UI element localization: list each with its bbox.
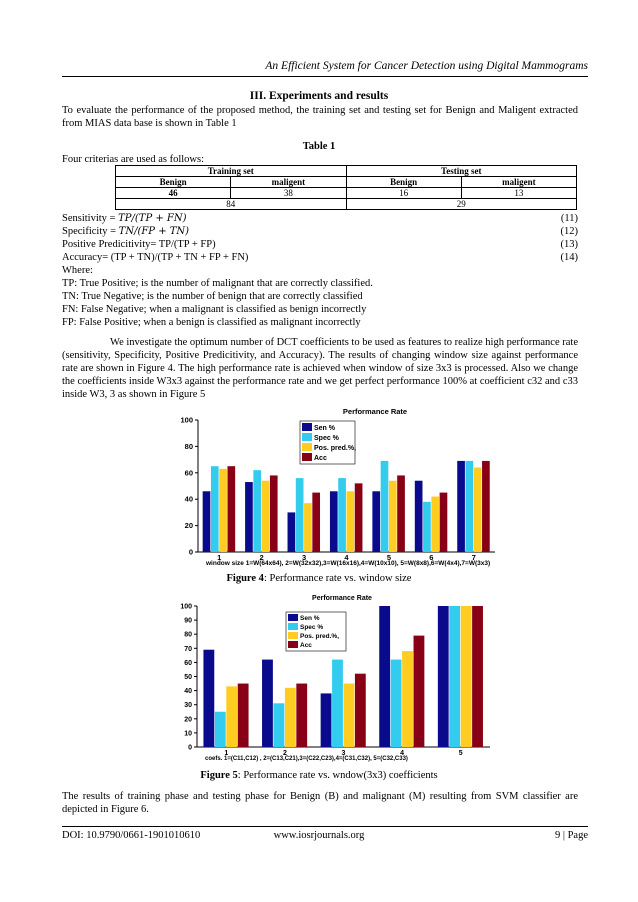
header-rule (62, 76, 588, 77)
figure-5-text: : Performance rate vs. wndow(3x3) coefficients (237, 770, 438, 781)
equation-label: Sensitivity = (62, 213, 119, 224)
bar (203, 491, 211, 552)
y-tick-label: 20 (184, 716, 192, 724)
body-paragraph: We investigate the optimum number of DCT coefficients to be used as features to realize high performance rate (sensitivity, Specificity, Positive Predicitivity, and Accuracy). The results of changing window size against performance rate are shown in Figure 4. The high performance rate is achieved when window of size 3x3 is processed. Also we change the coefficients inside W3x3 against the performance rate and we get perfect performance 100% at coefficient c32 and c33 inside W3, 3 as shown in Figure 5 (62, 337, 578, 400)
x-tick-label: 2 (259, 553, 264, 562)
train-maligent-header: maligent (231, 177, 346, 188)
x-tick-label: 4 (400, 750, 405, 757)
legend-swatch (288, 641, 298, 648)
table-title: Table 1 (302, 141, 336, 152)
x-tick-label: 3 (301, 553, 307, 562)
definition-fp: FP: False Positive; when a benign is classified as malignant incorrectly (62, 317, 361, 328)
equation-number: (11) (560, 213, 578, 224)
bar (203, 650, 214, 747)
bar (457, 461, 465, 552)
bar (226, 686, 237, 747)
bar (296, 478, 304, 552)
y-tick-label: 80 (184, 631, 192, 639)
bar (355, 674, 366, 747)
y-tick-label: 50 (184, 674, 192, 681)
legend-label: Pos. pred.%, (314, 445, 357, 452)
legend-label: Sen % (300, 615, 320, 622)
y-tick-label: 90 (184, 617, 192, 625)
footer-page: 9 | Page (554, 830, 588, 841)
legend-swatch (302, 433, 312, 441)
chart-4-plot (180, 407, 495, 567)
equation-specificity (62, 225, 578, 238)
closing-paragraph: The results of training phase and testing phase for Benign (B) and malignant (M) resulting from SVM classifier are depicted in Figure 6. (62, 791, 578, 815)
bar (304, 503, 312, 552)
legend-label: Acc (300, 642, 312, 649)
x-tick-label: 1 (217, 553, 222, 562)
figure-5-label: Figure 5 (200, 770, 238, 781)
bar (338, 478, 346, 552)
bar (321, 693, 332, 747)
y-tick-label: 30 (184, 702, 192, 710)
legend-swatch (288, 623, 298, 630)
bar (330, 491, 338, 552)
definitions-where: Where: (62, 265, 93, 276)
table-lead: Four criterias are used as follows: (62, 154, 205, 165)
figure-4-caption (0, 573, 638, 584)
legend-swatch (288, 632, 298, 639)
equation-label: Accuracy= (TP + TN)/(TP + TN + FP + FN) (62, 252, 249, 263)
legend-swatch (302, 453, 312, 461)
test-maligent-count: 13 (461, 188, 576, 199)
bar (449, 606, 460, 747)
bar (440, 493, 448, 552)
bar (397, 475, 405, 552)
test-benign-count: 16 (346, 188, 461, 199)
equation-ppv (62, 238, 578, 251)
x-tick-label: 4 (344, 553, 349, 562)
bar (381, 461, 389, 552)
legend-label: Pos. pred.%, (300, 633, 340, 640)
x-tick-label: 6 (429, 553, 434, 562)
definition-tn: TN: True Negative; is the number of benign that are correctly classified (62, 291, 363, 302)
equation-number: (13) (560, 239, 578, 250)
equation-number: (12) (560, 226, 578, 237)
equation-formula: TN/(FP + TN) (118, 226, 190, 237)
bar (482, 461, 490, 552)
y-tick-label: 10 (184, 730, 192, 738)
y-tick-label: 40 (184, 494, 193, 504)
footer-doi: DOI: 10.9790/0661-1901010610 (62, 830, 201, 841)
bar (402, 651, 413, 747)
bar (253, 470, 261, 552)
bar (245, 482, 253, 552)
x-tick-label: 7 (471, 553, 476, 562)
bar (332, 660, 343, 747)
x-axis-label: coefs. 1=(C11,C12) , 2=(C13,C21),3=(C22,C23),4=(C31,C32), 5=(C32,C33) (205, 756, 408, 762)
equation-sensitivity (62, 212, 578, 225)
definition-fn: FN: False Negative; when a malignant is classified as benign incorrectly (62, 304, 367, 315)
bar (461, 606, 472, 747)
bar (288, 512, 296, 552)
y-tick-label: 40 (184, 688, 192, 696)
legend-label: Acc (314, 455, 327, 462)
footer-rule (62, 826, 588, 827)
y-tick-label: 20 (184, 521, 193, 531)
bar (262, 481, 270, 552)
train-benign-count: 46 (116, 188, 231, 199)
running-header: An Efficient System for Cancer Detection using Digital Mammograms (265, 60, 588, 72)
y-tick-label: 0 (188, 744, 192, 752)
bar (312, 493, 320, 552)
legend-swatch (302, 423, 312, 431)
x-tick-label: 1 (224, 750, 229, 757)
bar (389, 481, 397, 552)
equation-label: Positive Predicitivity= TP/(TP + FP) (62, 239, 216, 250)
y-tick-label: 60 (184, 468, 193, 478)
legend-swatch (302, 443, 312, 451)
bar (227, 466, 235, 552)
bar (414, 636, 425, 747)
bar (355, 483, 363, 552)
figure-5-caption (0, 770, 638, 781)
test-maligent-header: maligent (461, 177, 576, 188)
footer-site: www.iosrjournals.org (273, 830, 365, 841)
equation-number: (14) (560, 252, 578, 263)
bar (431, 497, 439, 552)
definition-tp: TP: True Positive; is the number of malignant that are correctly classified. (62, 278, 373, 289)
train-maligent-count: 38 (231, 188, 346, 199)
bar (296, 684, 307, 747)
y-tick-label: 80 (184, 441, 193, 451)
training-set-header: Training set (116, 166, 347, 177)
x-tick-label: 5 (458, 750, 463, 757)
train-total: 84 (116, 199, 347, 210)
chart-title: Performance Rate (342, 407, 408, 416)
chart-5-plot (180, 595, 490, 762)
bar (372, 491, 380, 552)
bar (347, 491, 355, 552)
bar (415, 481, 423, 552)
figure-4-label: Figure 4 (226, 573, 264, 584)
bar (211, 466, 219, 552)
bar (472, 606, 483, 747)
figure-5-chart (162, 590, 492, 770)
bar (344, 684, 355, 747)
chart-title: Performance Rate (312, 595, 372, 602)
table-1 (115, 165, 577, 210)
test-benign-header: Benign (346, 177, 461, 188)
bar (423, 502, 431, 552)
section-title: III. Experiments and results (249, 90, 389, 102)
x-tick-label: 3 (341, 750, 346, 757)
bar (474, 468, 482, 552)
legend-label: Spec % (300, 624, 324, 631)
y-tick-label: 0 (188, 547, 193, 557)
bar (215, 712, 226, 747)
bar (273, 703, 284, 747)
train-benign-header: Benign (116, 177, 231, 188)
testing-set-header: Testing set (346, 166, 577, 177)
x-tick-label: 2 (282, 750, 287, 757)
y-tick-label: 100 (180, 603, 192, 611)
x-axis-label: window size 1=W(64x64), 2=W(32x32),3=W(16x16),4=W(10x10), 5=W(8x8),6=W(4x4),7=W(3x3) (206, 560, 491, 567)
legend-label: Sen % (314, 425, 336, 432)
figure-4-text: : Performance rate vs. window size (263, 573, 412, 584)
bar (262, 660, 273, 747)
equation-accuracy (62, 251, 578, 264)
bar (285, 688, 296, 747)
bar (219, 469, 227, 552)
intro-paragraph: To evaluate the performance of the proposed method, the training set and testing set for Benign and Maligent extracted from MIAS data base is shown in Table 1 (62, 105, 578, 129)
equation-label: Specificity = (62, 226, 119, 237)
bar (438, 606, 449, 747)
legend-swatch (288, 614, 298, 621)
y-tick-label: 60 (184, 659, 192, 667)
bar (270, 475, 278, 552)
y-tick-label: 70 (184, 645, 192, 653)
legend-label: Spec % (314, 435, 339, 442)
x-tick-label: 5 (386, 553, 392, 562)
bar (238, 684, 249, 747)
bar (379, 606, 390, 747)
y-tick-label: 100 (180, 415, 193, 425)
bar (391, 660, 402, 747)
equation-formula: TP/(TP + FN) (118, 213, 187, 224)
figure-4-chart (160, 402, 500, 574)
test-total: 29 (346, 199, 577, 210)
bar (466, 461, 474, 552)
